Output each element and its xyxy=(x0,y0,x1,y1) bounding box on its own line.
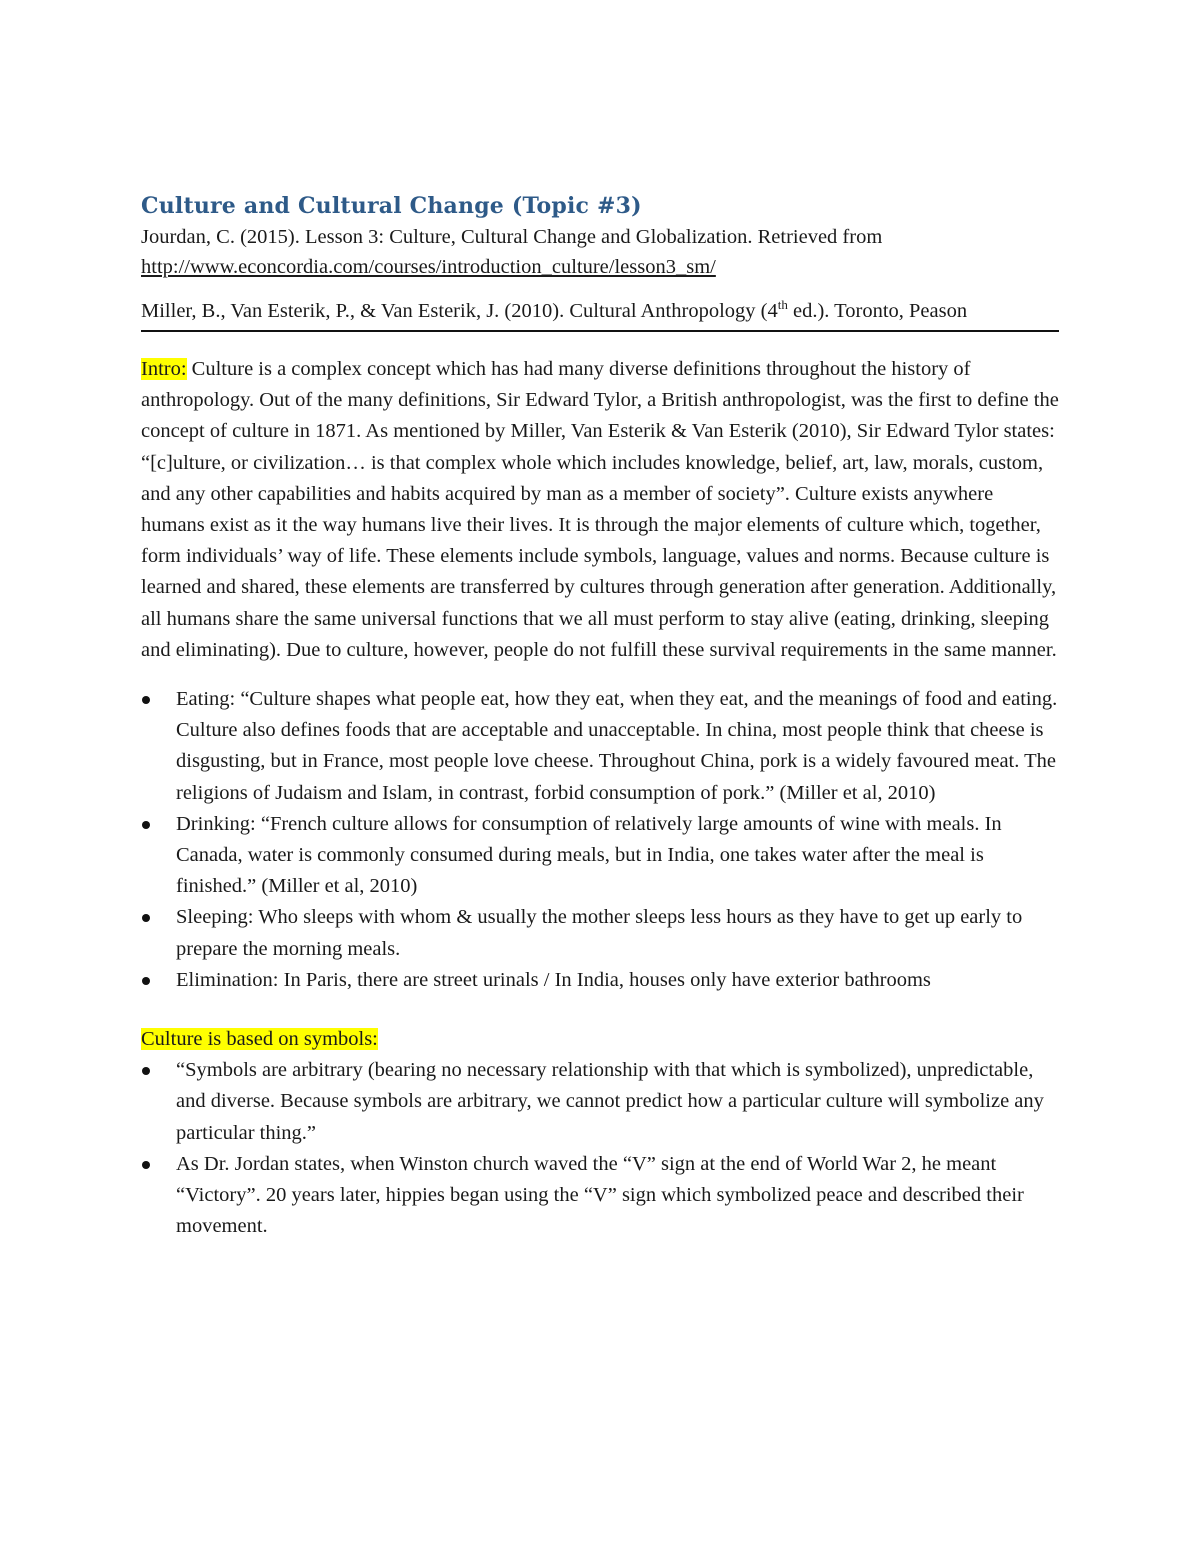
list-item-text: Eating: “Culture shapes what people eat, how they eat, when they eat, and the meanings of food and eating. Culture also defines foods that are acceptable and unacceptable. In china, most people think that cheese is disgusting, but in France, most people love cheese. Throughout China, pork is a widely favoured meat. The religions of Judaism and Islam, in contrast, forbid consumption of pork.” (Miller et al, 2010) xyxy=(176,688,1058,804)
bullet-icon xyxy=(142,1161,150,1169)
list-item-text: Elimination: In Paris, there are street urinals / In India, houses only have exterior bathrooms xyxy=(176,968,931,991)
list-item xyxy=(141,965,1059,996)
list-item-text: Sleeping: Who sleeps with whom & usually the mother sleeps less hours as they have to get up early to prepare the morning meals. xyxy=(176,906,1023,960)
intro-text: Culture is a complex concept which has had many diverse definitions throughout the history of anthropology. Out of the many definitions, Sir Edward Tylor, a British anthropologist, was the first to define the concept of culture in 1871. As mentioned by Miller, Van Esterik & Van Esterik (2010), Sir Edward Tylor states: “[c]ulture, or civilization… is that complex whole which includes knowledge, belief, art, law, morals, custom, and any other capabilities and habits acquired by man as a member of society”. Culture exists anywhere humans exist as it the way humans live their lives. It is through the major elements of culture which, together, form individuals’ way of life. These elements include symbols, language, values and norms. Because culture is learned and shared, these elements are transferred by cultures through generation after generation. Additionally, all humans share the same universal functions that we all must perform to stay alive (eating, drinking, sleeping and eliminating). Due to culture, however, people do not fulfill these survival requirements in the same manner. xyxy=(141,358,1059,661)
list-item-text: As Dr. Jordan states, when Winston church waved the “V” sign at the end of World War 2, he meant “Victory”. 20 years later, hippies began using the “V” sign which symbolized peace and described their movement. xyxy=(176,1152,1024,1238)
reference-jourdan-text: Jourdan, C. (2015). Lesson 3: Culture, Cultural Change and Globalization. Retrieved from xyxy=(141,226,883,248)
reference-miller-text-end: ed.). Toronto, Peason xyxy=(787,300,968,322)
reference-jourdan-link[interactable]: http://www.econcordia.com/courses/introduction_culture/lesson3_sm/ xyxy=(141,256,716,278)
bullet-icon xyxy=(142,696,150,704)
list-item xyxy=(141,902,1059,964)
symbols-heading-text: Culture is based on symbols: xyxy=(141,1028,378,1051)
list-item-text: “Symbols are arbitrary (bearing no necessary relationship with that which is symbolized), unpredictable, and diverse. Because symbols are arbitrary, we cannot predict how a particular culture will symbolize any particular thing.” xyxy=(176,1059,1044,1144)
list-item xyxy=(141,809,1059,903)
bullet-icon xyxy=(142,1067,150,1075)
reference-miller-text: Miller, B., Van Esterik, P., & Van Esterik, J. (2010). Cultural Anthropology (4 xyxy=(141,300,778,322)
bullet-icon xyxy=(142,821,150,829)
document-page xyxy=(141,190,1059,1242)
list-item-text: Drinking: “French culture allows for consumption of relatively large amounts of wine with meals. In Canada, water is commonly consumed during meals, but in India, one takes water after the meal is finished.” (Miller et al, 2010) xyxy=(176,812,1002,898)
intro-paragraph xyxy=(141,354,1059,666)
intro-label: Intro: xyxy=(141,358,187,380)
symbols-list xyxy=(141,1055,1059,1242)
reference-miller xyxy=(141,296,1059,326)
bullet-icon xyxy=(142,914,150,922)
section-divider xyxy=(141,330,1059,332)
reference-miller-superscript: th xyxy=(777,297,788,313)
list-item xyxy=(141,1055,1059,1149)
symbols-heading xyxy=(141,1024,1059,1055)
list-item xyxy=(141,684,1059,809)
bullet-icon xyxy=(142,977,150,985)
reference-jourdan xyxy=(141,222,1059,282)
document-title: Culture and Cultural Change (Topic #3) xyxy=(141,193,642,219)
list-item xyxy=(141,1149,1059,1243)
survival-functions-list xyxy=(141,684,1059,996)
